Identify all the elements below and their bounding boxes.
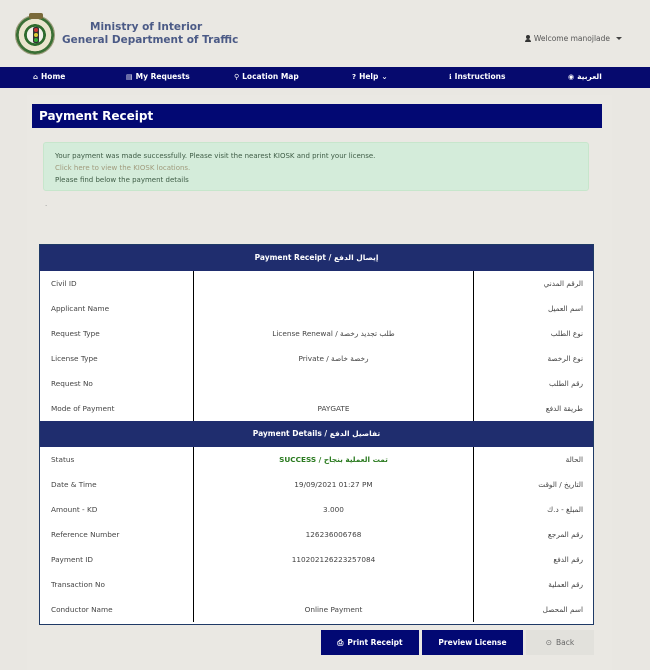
nav-location-map-label: Location Map bbox=[242, 72, 299, 81]
org-line1: Ministry of Interior bbox=[90, 21, 203, 33]
question-circle-icon: ? bbox=[352, 72, 357, 81]
table-row bbox=[40, 547, 593, 572]
site-header bbox=[0, 0, 650, 67]
table-row bbox=[40, 597, 593, 622]
site-brand[interactable] bbox=[62, 21, 238, 47]
nav-instructions[interactable] bbox=[449, 72, 505, 81]
alert-details-note: Please find below the payment details bbox=[55, 176, 189, 184]
nav-location-map[interactable] bbox=[234, 72, 299, 81]
print-receipt-button[interactable] bbox=[321, 630, 419, 655]
field-value-amount: 3.000 bbox=[194, 497, 474, 522]
field-value-conductor-name: Online Payment bbox=[194, 597, 474, 622]
field-label: Date & Time bbox=[40, 472, 194, 497]
field-label-ar: رقم المرجع bbox=[547, 530, 583, 539]
nav-my-requests-label: My Requests bbox=[135, 72, 190, 81]
field-label-ar: رقم الدفع bbox=[553, 555, 583, 564]
table-row bbox=[40, 522, 593, 547]
print-icon: ⎙ bbox=[337, 637, 344, 647]
field-label-ar: الحالة bbox=[565, 455, 583, 464]
table-row bbox=[40, 371, 593, 396]
nav-instructions-label: Instructions bbox=[454, 72, 506, 81]
field-label: Amount - KD bbox=[40, 497, 194, 522]
document-icon: ▤ bbox=[126, 72, 133, 81]
field-label: License Type bbox=[40, 346, 194, 371]
nav-help-label: Help bbox=[359, 72, 379, 81]
nav-help[interactable] bbox=[352, 72, 388, 81]
field-label: Status bbox=[40, 447, 194, 472]
back-label: Back bbox=[556, 638, 575, 647]
field-label: Payment ID bbox=[40, 547, 194, 572]
page-title: Payment Receipt bbox=[32, 104, 602, 128]
table-row bbox=[40, 472, 593, 497]
table-row bbox=[40, 497, 593, 522]
table-row bbox=[40, 296, 593, 321]
field-label-ar: طريقة الدفع bbox=[545, 404, 583, 413]
field-value-license-type: Private / رخصة خاصة bbox=[194, 346, 474, 371]
preview-license-label: Preview License bbox=[438, 638, 507, 647]
field-label-ar: اسم المحصل bbox=[542, 605, 583, 614]
field-label-ar: المبلغ - د.ك bbox=[547, 505, 583, 514]
field-label: Reference Number bbox=[40, 522, 194, 547]
kiosk-locations-link[interactable]: Click here to view the KIOSK locations. bbox=[55, 164, 191, 172]
field-value-civil-id bbox=[194, 271, 474, 296]
field-value-applicant-name bbox=[194, 296, 474, 321]
nav-home[interactable] bbox=[33, 72, 65, 81]
field-value-date-time: 19/09/2021 01:27 PM bbox=[194, 472, 474, 497]
welcome-text: Welcome manojlade bbox=[533, 34, 610, 43]
field-label: Civil ID bbox=[40, 271, 194, 296]
table-row bbox=[40, 321, 593, 346]
field-label-ar: نوع الطلب bbox=[550, 329, 583, 338]
preview-license-button[interactable] bbox=[422, 630, 523, 655]
field-label: Mode of Payment bbox=[40, 396, 194, 421]
field-value-mode-of-payment: PAYGATE bbox=[194, 396, 474, 421]
field-label-ar: اسم العميل bbox=[547, 304, 583, 313]
field-value-transaction-no bbox=[194, 572, 474, 597]
field-label: Request No bbox=[40, 371, 194, 396]
table-row bbox=[40, 346, 593, 371]
table-row bbox=[40, 447, 593, 472]
field-label-ar: رقم الطلب bbox=[548, 379, 583, 388]
field-value-reference-number: 126236006768 bbox=[194, 522, 474, 547]
stray-dot: . bbox=[45, 200, 48, 208]
table-row bbox=[40, 572, 593, 597]
field-label-ar: رقم العملية bbox=[548, 580, 583, 589]
moi-emblem-icon[interactable] bbox=[15, 15, 55, 55]
user-icon bbox=[525, 35, 531, 42]
field-label-ar: نوع الرخصة bbox=[547, 354, 583, 363]
main-navbar bbox=[0, 67, 650, 88]
home-icon: ⌂ bbox=[33, 72, 39, 81]
field-label: Transaction No bbox=[40, 572, 194, 597]
caret-down-icon bbox=[616, 37, 622, 40]
field-label-ar: التاريخ / الوقت bbox=[538, 480, 583, 489]
nav-arabic-label: العربية bbox=[577, 72, 602, 81]
print-receipt-label: Print Receipt bbox=[347, 638, 403, 647]
status-badge: SUCCESS / تمت العملية بنجاح bbox=[194, 447, 474, 472]
section-payment-receipt: Payment Receipt / إيصال الدفع bbox=[40, 245, 593, 271]
field-label: Applicant Name bbox=[40, 296, 194, 321]
field-value-payment-id: 110202126223257084 bbox=[194, 547, 474, 572]
field-value-request-no bbox=[194, 371, 474, 396]
org-line2: General Department of Traffic bbox=[62, 34, 239, 46]
alert-message: Your payment was made successfully. Please visit the nearest KIOSK and print your license. bbox=[55, 152, 376, 160]
nav-home-label: Home bbox=[41, 72, 66, 81]
table-row bbox=[40, 271, 593, 296]
back-circle-icon: ⊙ bbox=[545, 638, 553, 647]
nav-arabic[interactable] bbox=[568, 72, 602, 81]
success-alert bbox=[43, 142, 589, 191]
section-payment-details: Payment Details / تفاصيل الدفع bbox=[40, 421, 593, 447]
field-label-ar: الرقم المدني bbox=[543, 279, 583, 288]
map-marker-icon: ⚲ bbox=[234, 72, 240, 81]
field-label: Request Type bbox=[40, 321, 194, 346]
field-label: Conductor Name bbox=[40, 597, 194, 622]
back-button[interactable] bbox=[526, 630, 594, 655]
table-row bbox=[40, 396, 593, 421]
chevron-down-icon: ⌄ bbox=[381, 72, 388, 81]
globe-icon: ◉ bbox=[568, 72, 575, 81]
receipt-table bbox=[39, 244, 594, 625]
nav-my-requests[interactable] bbox=[126, 72, 190, 81]
info-circle-icon: ℹ bbox=[449, 72, 452, 81]
field-value-request-type: License Renewal / طلب تجديد رخصة bbox=[194, 321, 474, 346]
user-menu[interactable] bbox=[525, 34, 622, 43]
